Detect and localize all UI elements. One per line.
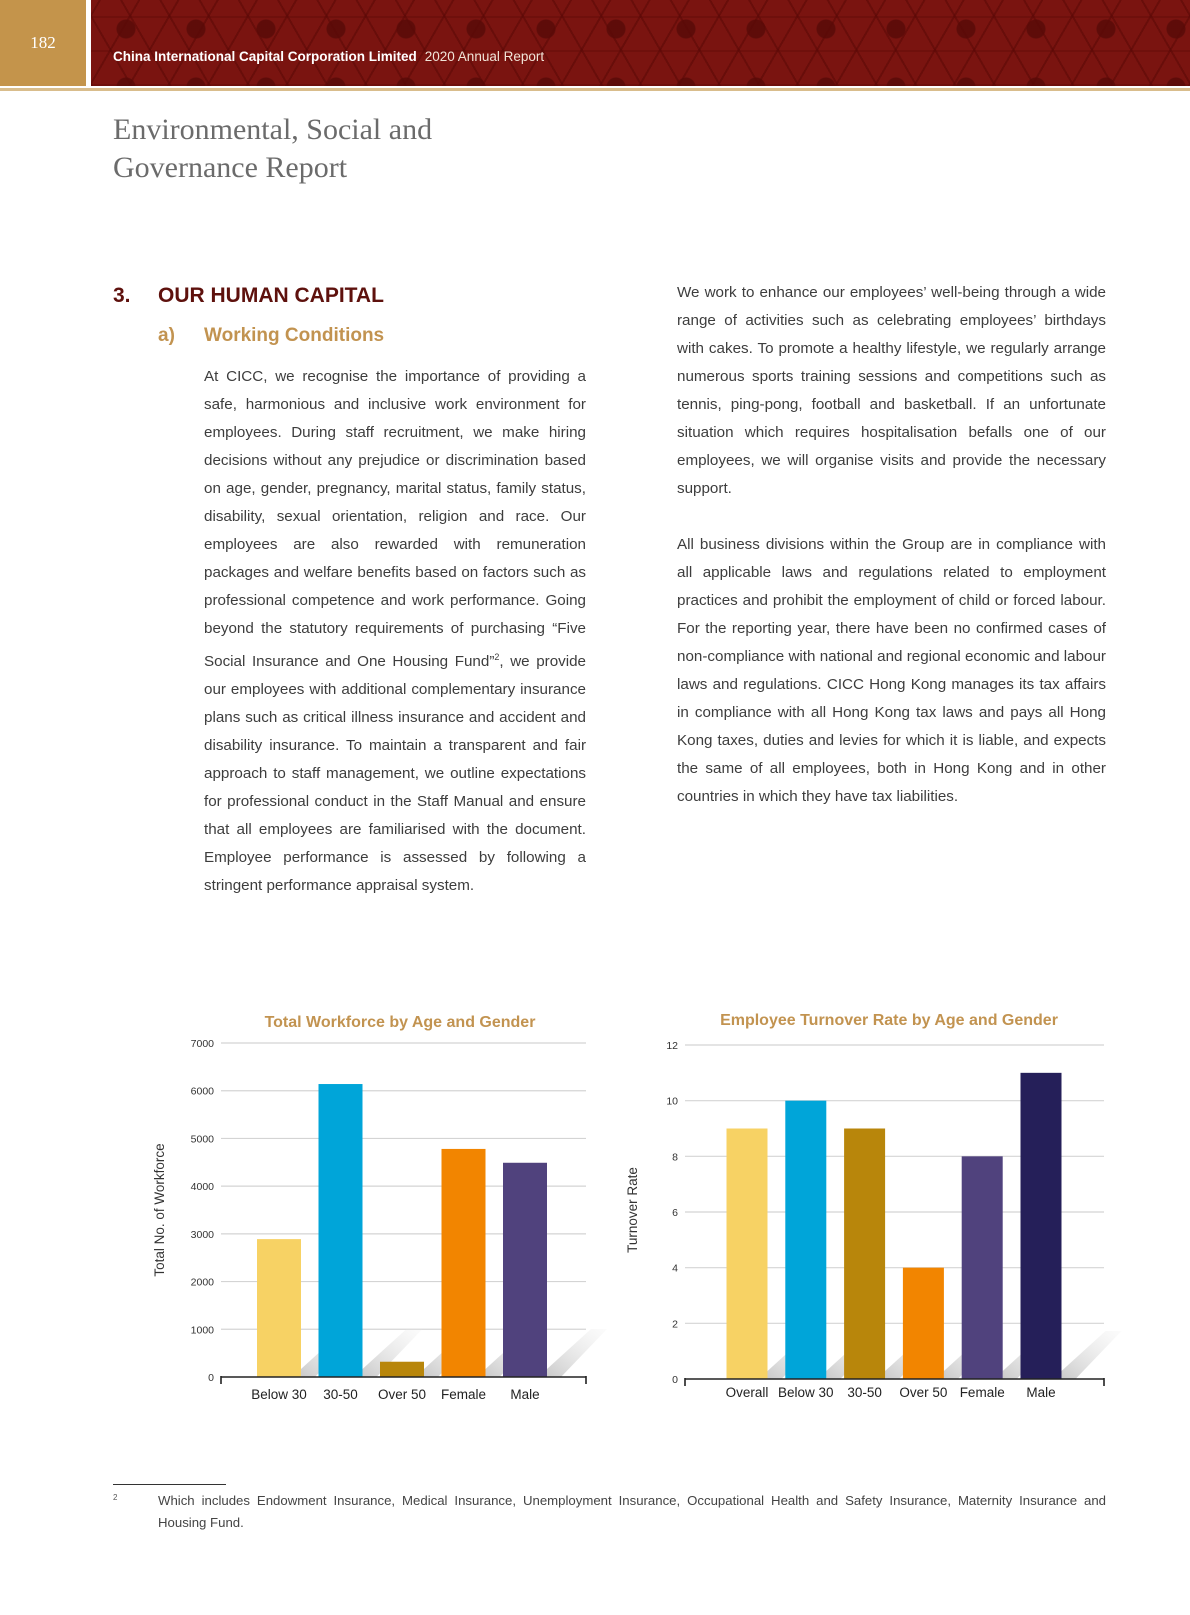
y-tick-label: 6 [672,1207,678,1219]
bar-shadow [1062,1331,1122,1379]
bar-overall [727,1129,768,1380]
y-tick-label: 10 [666,1095,678,1108]
y-tick-label: 3000 [190,1228,214,1241]
y-tick-label: 6000 [190,1085,214,1098]
page-number: 182 [0,0,86,86]
bar-female [962,1156,1003,1379]
y-tick-label: 4 [672,1262,678,1275]
bar-below-30 [785,1101,826,1379]
subsection-title: Working Conditions [204,325,385,346]
y-axis-label: Turnover Rate [625,1167,640,1253]
x-category-label: Female [959,1385,1005,1400]
paragraph-text: , we provide our employees with additional complementary insurance plans such as critical illness insurance and accident and disability insurance. To maintain a transparent and fair approach to staff management, we outline expectations for professional conduct in the Staff Manual and ensure that all employees are familiarised with the document. Employee performance is assessed by following a stringent performance appraisal system. [204,653,587,895]
x-category-label: Over 50 [899,1385,948,1400]
wellbeing-paragraph: We work to enhance our employees’ well-being through a wide range of activities such as celebrating employees’ birthdays with cakes. To promote a healthy lifestyle, we regularly arrange numerous sports training sessions and competitions such as tennis, ping-pong, football and basketball. If an unfortunate situation which requires hospitalisation befalls one of our employees, we will organise visits and provide the necessary support. [677,284,1106,497]
compliance-paragraph: All business divisions within the Group are in compliance with all applicable laws and regulations related to employment practices and prohibit the employment of child or forced labour. For the reporting year, there have been no confirmed cases of non-compliance with national and regional economic and labour laws and regulations. CICC Hong Kong manages its tax affairs in compliance with all Hong Kong tax laws and pays all Hong Kong taxes, duties and levies for which it is liable, and expects the same of all employees, both in Hong Kong and in other countries in which they have tax liabilities. [677,536,1106,805]
x-category-label: Overall [725,1385,769,1400]
y-tick-label: 12 [666,1040,678,1052]
y-tick-label: 2 [672,1318,678,1331]
y-tick-label: 1000 [190,1324,214,1337]
y-tick-label: 5000 [190,1133,214,1146]
x-category-label: Male [1026,1385,1056,1400]
paragraph-text: At CICC, we recognise the importance of providing a safe, harmonious and inclusive work environment for employees. During staff recruitment, we make hiring decisions without any prejudice or discrimination based on age, gender, pregnancy, marital status, family status, disability, sexual orientation, religion and race. Our employees are also rewarded with remuneration packages and welfare benefits based on factors such as professional competence and work performance. Going beyond the statutory requirements of purchasing “Five Social Insurance and One Housing Fund” [204,368,586,671]
x-category-label: Male [510,1387,540,1402]
x-category-label: 30-50 [323,1387,358,1402]
footnote-reference[interactable]: 2 [494,652,500,662]
subsection-number: a) [158,325,175,346]
footnote-mark: 2 [113,1493,118,1502]
x-category-label: 30-50 [847,1385,882,1400]
bar-male [1021,1073,1062,1379]
x-category-label: Below 30 [778,1385,834,1400]
y-tick-label: 2000 [190,1276,214,1289]
y-axis-label: Total No. of Workforce [152,1143,167,1277]
x-category-label: Female [440,1387,487,1402]
section-number: 3. [113,284,131,307]
chart-title: Employee Turnover Rate by Age and Gender [720,1012,1058,1029]
chart-title: Total Workforce by Age and Gender [264,1014,536,1031]
bar-over-50 [903,1268,944,1379]
y-tick-label: 4000 [190,1181,214,1194]
x-category-label: Over 50 [377,1387,427,1402]
footnote-rule [113,1484,226,1485]
report-name: 2020 Annual Report [424,49,545,64]
company-name: China International Capital Corporation Limited [113,49,417,64]
x-category-label: Below 30 [251,1387,307,1402]
y-tick-label: 8 [672,1151,678,1164]
section-title: OUR HUMAN CAPITAL [158,284,384,307]
bar-30-50 [844,1129,885,1380]
footnote-text: Which includes Endowment Insurance, Medical Insurance, Unemployment Insurance, Occupational Health and Safety Insurance, Maternity Insurance and Housing Fund. [158,1493,1106,1530]
y-tick-label: 7000 [190,1038,214,1050]
document-title-line2: Governance Report [113,151,348,184]
y-tick-label: 0 [208,1372,214,1384]
document-title-line1: Environmental, Social and [113,113,433,146]
y-tick-label: 0 [672,1374,678,1386]
